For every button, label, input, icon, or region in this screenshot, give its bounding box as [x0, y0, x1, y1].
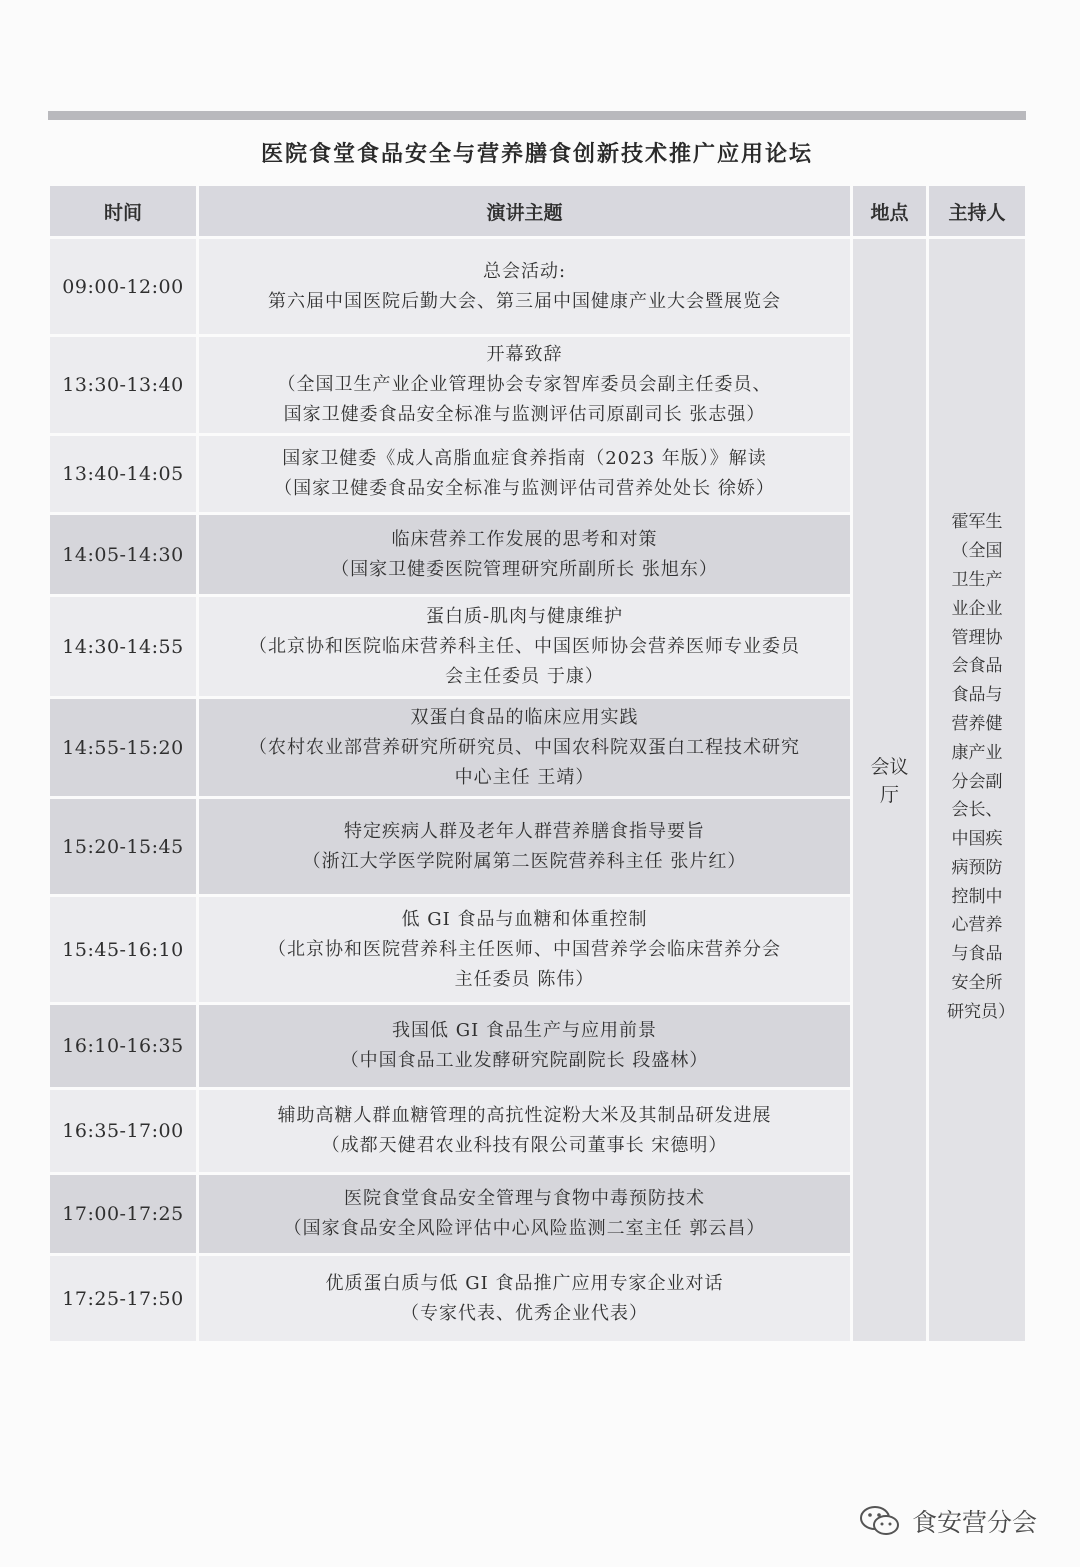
row-time: 13:40-14:05	[50, 436, 196, 512]
row-topic	[199, 1175, 850, 1253]
topic-line: （中国食品工业发酵研究院副院长 段盛林）	[340, 1050, 709, 1071]
topic-line: （国家食品安全风险评估中心风险监测二室主任 郭云昌）	[283, 1218, 766, 1239]
row-time: 09:00-12:00	[50, 239, 196, 334]
topic-line: 临床营养工作发展的思考和对策	[391, 528, 658, 550]
wechat-icon	[858, 1503, 902, 1539]
topic-line: 国家卫健委食品安全标准与监测评估司原副司长 张志强）	[283, 404, 766, 425]
row-topic	[199, 239, 850, 334]
row-topic	[199, 515, 850, 594]
top-rule	[48, 111, 1026, 120]
topic-line: 中心主任 王靖）	[454, 766, 595, 788]
host-cell	[929, 239, 1025, 1341]
row-time: 13:30-13:40	[50, 337, 196, 433]
page-title: 医院食堂食品安全与营养膳食创新技术推广应用论坛	[260, 140, 813, 167]
topic-line: 我国低 GI 食品生产与应用前景	[392, 1020, 657, 1041]
topic-line: 蛋白质-肌肉与健康维护	[425, 605, 624, 627]
wechat-watermark	[858, 1498, 1037, 1544]
topic-line: 开幕致辞	[486, 344, 563, 365]
row-topic	[199, 337, 850, 433]
venue-text: 会议厅	[870, 756, 909, 806]
topic-line: （浙江大学医学院附属第二医院营养科主任 张片红）	[302, 850, 747, 872]
header-host: 主持人	[929, 186, 1025, 236]
topic-line: 总会活动:	[482, 260, 567, 282]
row-topic	[199, 597, 850, 696]
row-time: 16:10-16:35	[50, 1005, 196, 1087]
row-topic	[199, 1005, 850, 1087]
topic-line: 辅助高糖人群血糖管理的高抗性淀粉大米及其制品研发进展	[277, 1105, 772, 1126]
topic-line: （成都天健君农业科技有限公司董事长 宋德明）	[321, 1135, 728, 1156]
row-time: 14:30-14:55	[50, 597, 196, 696]
header-topic: 演讲主题	[199, 186, 850, 236]
topic-line: 第六届中国医院后勤大会、第三届中国健康产业大会暨展览会	[268, 290, 781, 312]
topic-line: 国家卫健委《成人高脂血症食养指南（2023 年版）》解读	[282, 448, 767, 469]
topic-line: 主任委员 陈伟）	[454, 968, 595, 990]
row-time: 15:20-15:45	[50, 799, 196, 894]
topic-line: （农村农业部营养研究所研究员、中国农科院双蛋白工程技术研究	[249, 736, 800, 758]
row-time: 17:00-17:25	[50, 1175, 196, 1253]
topic-line: 医院食堂食品安全管理与食物中毒预防技术	[344, 1188, 705, 1209]
row-time: 14:55-15:20	[50, 699, 196, 796]
watermark-text: 食安营分会	[912, 1508, 1038, 1537]
row-topic	[199, 1090, 850, 1172]
row-time: 16:35-17:00	[50, 1090, 196, 1172]
host-text: 霍军生（全国卫生产业企业管理协会食品食品与营养健康产业分会副会长、中国疾病预防控制中心营养与食品安全所研究员）	[947, 512, 1015, 1022]
topic-line: 优质蛋白质与低 GI 食品推广应用专家企业对话	[325, 1272, 724, 1294]
venue-cell	[853, 239, 926, 1341]
row-topic	[199, 1256, 850, 1341]
row-time: 15:45-16:10	[50, 897, 196, 1002]
row-topic	[199, 436, 850, 512]
topic-line: （北京协和医院营养科主任医师、中国营养学会临床营养分会	[268, 938, 781, 960]
topic-line: （国家卫健委医院管理研究所副所长 张旭东）	[331, 558, 718, 580]
topic-line: （全国卫生产业企业管理协会专家智库委员会副主任委员、	[277, 374, 772, 395]
topic-line: （专家代表、优秀企业代表）	[401, 1302, 648, 1324]
row-topic	[199, 699, 850, 796]
row-topic	[199, 799, 850, 894]
topic-line: 会主任委员 于康）	[445, 665, 604, 687]
topic-line: （北京协和医院临床营养科主任、中国医师协会营养医师专业委员	[249, 635, 800, 657]
row-time: 17:25-17:50	[50, 1256, 196, 1341]
header-venue: 地点	[853, 186, 926, 236]
row-topic	[199, 897, 850, 1002]
header-time: 时间	[50, 186, 196, 236]
topic-line: 特定疾病人群及老年人群营养膳食指导要旨	[344, 820, 705, 842]
row-time: 14:05-14:30	[50, 515, 196, 594]
topic-line: 低 GI 食品与血糖和体重控制	[401, 908, 648, 930]
topic-line: 双蛋白食品的临床应用实践	[410, 706, 639, 728]
topic-line: （国家卫健委食品安全标准与监测评估司营养处处长 徐娇）	[274, 478, 775, 499]
